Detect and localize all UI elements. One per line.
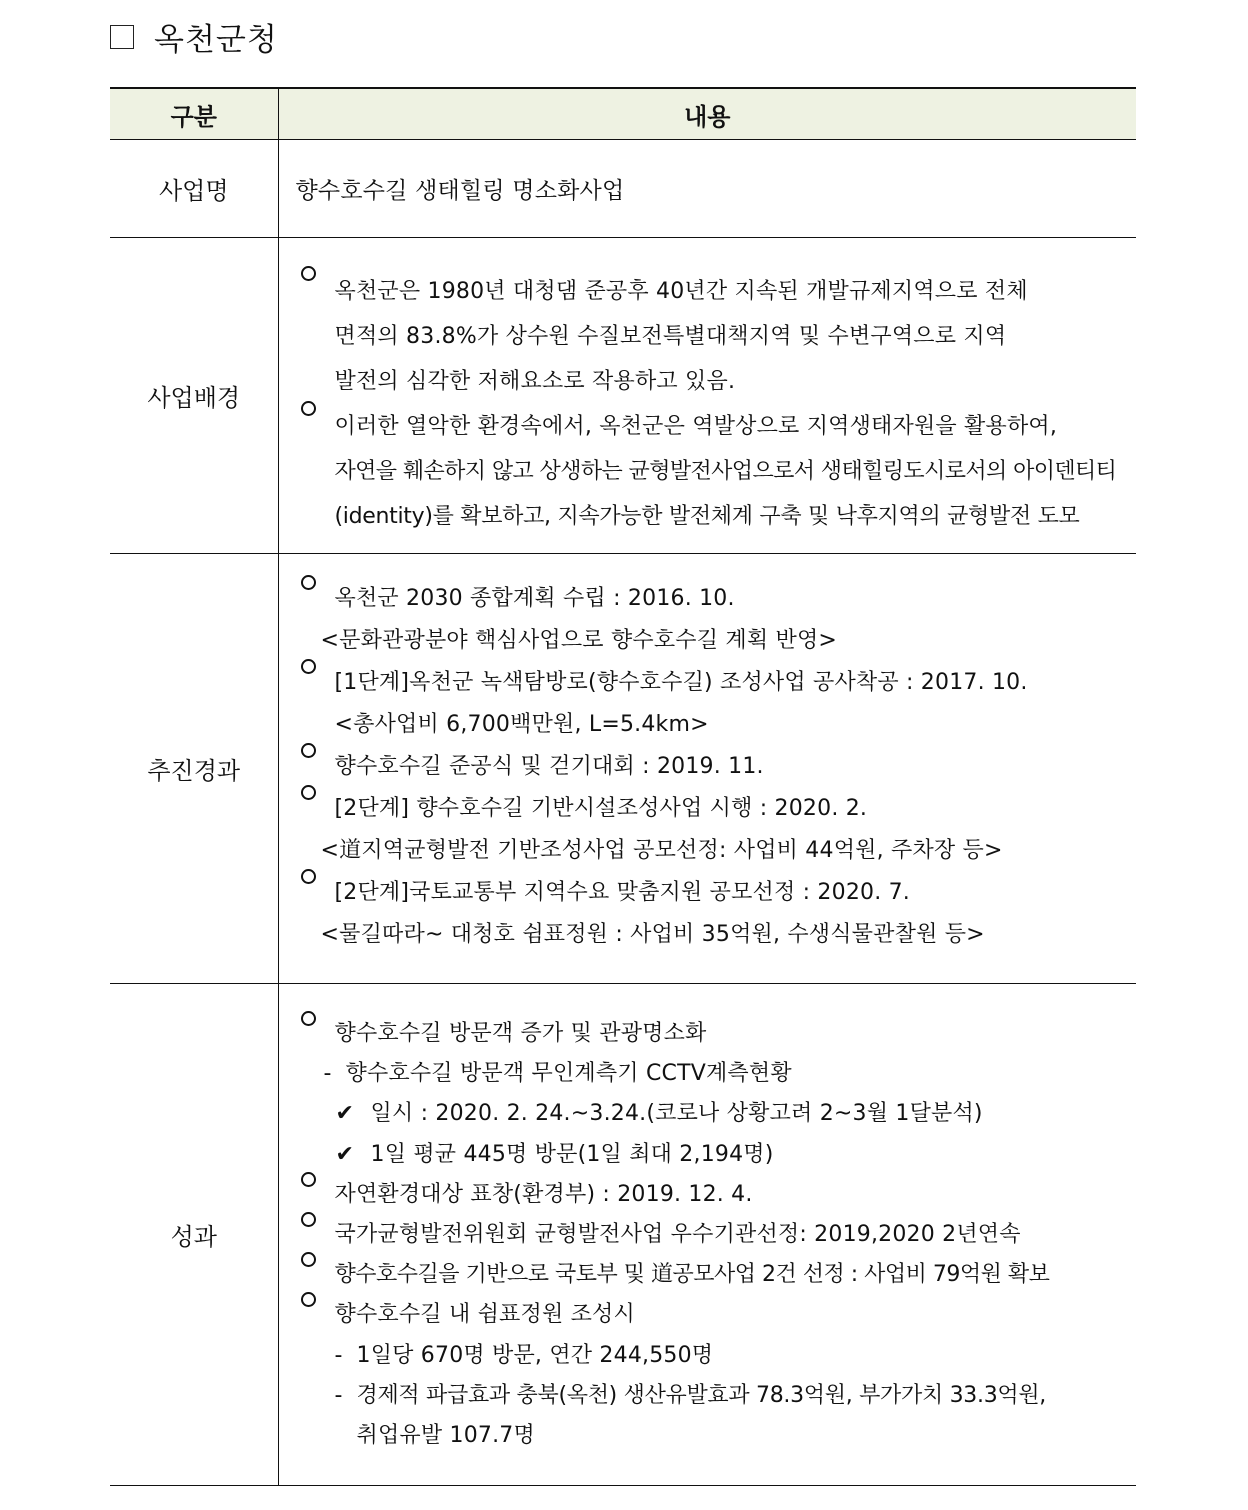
bullet-continuation: 발전의 심각한 저해요소로 작용하고 있음. (334, 369, 736, 394)
circle-bullet-icon (301, 1212, 316, 1227)
table-header-row (110, 88, 1136, 140)
row-content-background (278, 238, 1136, 554)
row-label-results: 성과 (110, 984, 278, 1486)
project-name-text: 향수호수길 생태힐링 명소화사업 (295, 178, 625, 204)
table-row (110, 984, 1136, 1486)
bullet-item: 국가균형발전위원회 균형발전사업 우수기관선정: 2019,2020 2년연속 (279, 1215, 1137, 1255)
check-item: ✔ 일시 : 2020. 2. 24.~3.24.(코로나 상황고려 2~3월 1달분석) (279, 1094, 1137, 1134)
note-line: <道지역균형발전 기반조성사업 공모선정: 사업비 44억원, 주차장 등> (320, 838, 1003, 863)
bullet-item: [2단계] 향수호수길 기반시설조성사업 시행 : 2020. 2. (279, 788, 1137, 830)
dash-bullet: - (334, 1382, 343, 1408)
bullet-continuation: (identity)를 확보하고, 지속가능한 발전체계 구축 및 낙후지역의 균형발전 도모 (334, 504, 1080, 529)
note-line: <물길따라~ 대청호 쉼표정원 : 사업비 35억원, 수생식물관찰원 등> (320, 922, 985, 947)
row-label-progress: 추진경과 (110, 554, 278, 984)
circle-bullet-icon (301, 785, 316, 800)
dash-bullet: - (334, 1342, 343, 1368)
bullet-item: [1단계]옥천군 녹색탐방로(향수호수길) 조성사업 공사착공 : 2017. 10. (279, 662, 1137, 704)
bullet-item: 향수호수길을 기반으로 국토부 및 道공모사업 2건 선정 : 사업비 79억원 확보 (279, 1255, 1137, 1295)
circle-bullet-icon (301, 659, 316, 674)
bullet-item: 향수호수길 준공식 및 걷기대회 : 2019. 11. (279, 746, 1137, 788)
row-label-project-name: 사업명 (110, 140, 278, 238)
header-content: 내용 (278, 88, 1136, 140)
checkmark-icon: ✔ (335, 1141, 355, 1167)
project-table (110, 87, 1136, 1486)
dash-continuation: 취업유발 107.7명 (356, 1423, 535, 1449)
table-row (110, 554, 1136, 984)
bullet-item: 자연환경대상 표창(환경부) : 2019. 12. 4. (279, 1175, 1137, 1215)
dash-item: - 1일당 670명 방문, 연간 244,550명 (279, 1336, 1137, 1376)
row-content-project-name (278, 140, 1136, 238)
note-line: <문화관광분야 핵심사업으로 향수호수길 계획 반영> (320, 628, 838, 653)
section-title: 옥천군청 (154, 22, 278, 58)
bullet-item: 옥천군은 1980년 대청댐 준공후 40년간 지속된 개발규제지역으로 전체 (279, 269, 1137, 314)
bullet-item: 이러한 열악한 환경속에서, 옥천군은 역발상으로 지역생태자원을 활용하여, (279, 404, 1137, 449)
circle-bullet-icon (301, 1011, 316, 1026)
bullet-item: 옥천군 2030 종합계획 수립 : 2016. 10. (279, 578, 1137, 620)
note-line: <총사업비 6,700백만원, L=5.4km> (334, 712, 709, 737)
bullet-item: [2단계]국토교통부 지역수요 맞춤지원 공모선정 : 2020. 7. (279, 872, 1137, 914)
row-label-background: 사업배경 (110, 238, 278, 554)
checkbox-square-icon (110, 25, 134, 49)
header-category: 구분 (110, 88, 278, 140)
circle-bullet-icon (301, 743, 316, 758)
circle-bullet-icon (301, 266, 316, 281)
bullet-continuation: 자연을 훼손하지 않고 상생하는 균형발전사업으로서 생태힐링도시로서의 아이덴티티 (334, 459, 1117, 484)
circle-bullet-icon (301, 401, 316, 416)
row-content-progress (278, 554, 1136, 984)
dash-item: - 향수호수길 방문객 무인계측기 CCTV계측현황 (279, 1054, 1137, 1094)
bullet-item: 향수호수길 내 쉼표정원 조성시 (279, 1295, 1137, 1335)
circle-bullet-icon (301, 1252, 316, 1267)
checkmark-icon: ✔ (335, 1101, 355, 1127)
circle-bullet-icon (301, 575, 316, 590)
circle-bullet-icon (301, 1172, 316, 1187)
bullet-continuation: 면적의 83.8%가 상수원 수질보전특별대책지역 및 수변구역으로 지역 (334, 324, 1007, 349)
dash-item: - 경제적 파급효과 충북(옥천) 생산유발효과 78.3억원, 부가가치 33.3억원, (279, 1376, 1137, 1416)
bullet-item: 향수호수길 방문객 증가 및 관광명소화 (279, 1014, 1137, 1054)
circle-bullet-icon (301, 1292, 316, 1307)
section-heading (110, 14, 278, 59)
row-content-results (278, 984, 1136, 1486)
table-row (110, 238, 1136, 554)
table-row (110, 140, 1136, 238)
dash-bullet: - (323, 1061, 332, 1087)
check-item: ✔ 1일 평균 445명 방문(1일 최대 2,194명) (279, 1135, 1137, 1175)
circle-bullet-icon (301, 869, 316, 884)
